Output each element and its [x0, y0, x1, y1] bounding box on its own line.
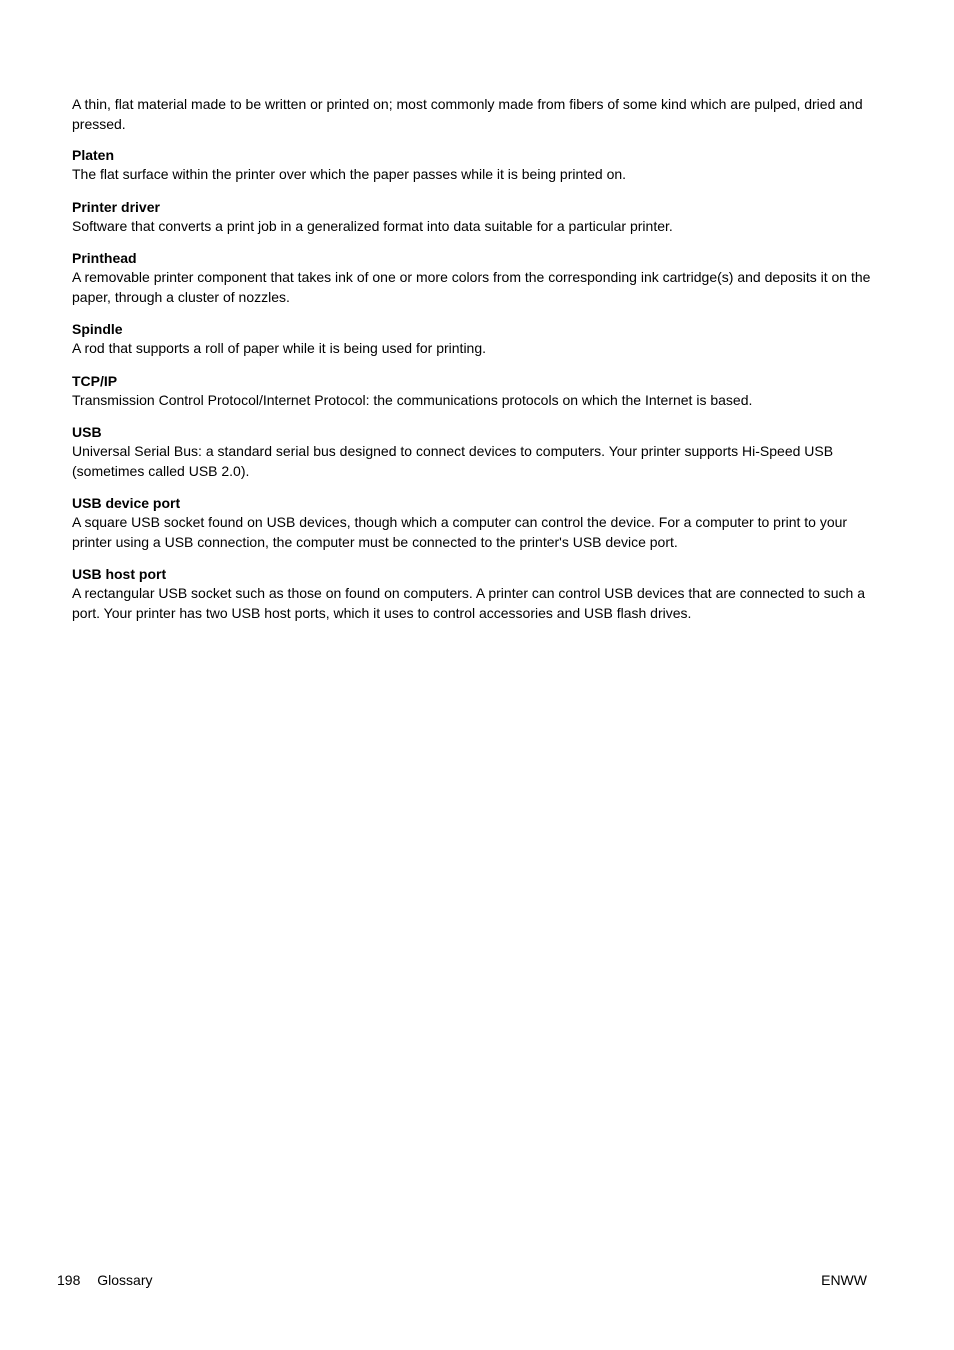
section-name: Glossary	[97, 1272, 153, 1288]
glossary-term: USB	[72, 424, 102, 440]
footer-left	[57, 1270, 152, 1290]
glossary-entry-tcp-ip	[72, 372, 872, 411]
glossary-term: Printer driver	[72, 198, 160, 215]
glossary-entry-usb	[72, 423, 872, 481]
page-number: 198	[57, 1272, 81, 1288]
paper-definition: A thin, flat material made to be written or printed on; most commonly made from fibers of some kind which are pulped, dried and pressed.	[72, 96, 863, 132]
glossary-definition: A rectangular USB socket such as those on found on computers. A printer can control USB devices that are connected to such a port. Your printer has two USB host ports, which it uses to control accessories and USB flash drives.	[72, 585, 866, 621]
glossary-definition: Software that converts a print job in a generalized format into data suitable for a particular printer.	[72, 217, 673, 234]
glossary-entry-platen	[72, 146, 872, 185]
glossary-entry-printer-driver	[72, 198, 872, 237]
glossary-definition: Universal Serial Bus: a standard serial bus designed to connect devices to computers. Your printer supports Hi-Speed USB (sometimes called USB 2.0).	[72, 443, 834, 479]
glossary-term: Printhead	[72, 250, 137, 266]
glossary-definition: Transmission Control Protocol/Internet Protocol: the communications protocols on which the Internet is based.	[72, 391, 753, 408]
glossary-definition: A removable printer component that takes ink of one or more colors from the corresponding ink cartridge(s) and deposits it on the paper, through a cluster of nozzles.	[72, 269, 871, 305]
glossary-term: USB host port	[72, 566, 167, 582]
glossary-definition: A rod that supports a roll of paper while it is being used for printing.	[72, 340, 487, 356]
glossary-term: Spindle	[72, 321, 123, 337]
glossary-term: USB device port	[72, 495, 181, 511]
glossary-term: TCP/IP	[72, 372, 118, 389]
glossary-entry-printhead	[72, 249, 872, 307]
glossary-term: Platen	[72, 147, 115, 163]
glossary-entry-usb-host-port	[72, 565, 872, 623]
glossary-definition: The flat surface within the printer over which the paper passes while it is being printed on.	[72, 166, 627, 182]
glossary-entry-spindle	[72, 320, 872, 359]
glossary-content	[72, 95, 872, 636]
document-code: ENWW	[821, 1272, 867, 1288]
glossary-definition: A square USB socket found on USB devices, though which a computer can control the device. For a computer to print to your printer using a USB connection, the computer must be connected to the printer's USB device port.	[72, 514, 848, 550]
glossary-entry-usb-device-port	[72, 494, 872, 552]
page-footer	[57, 1270, 867, 1290]
